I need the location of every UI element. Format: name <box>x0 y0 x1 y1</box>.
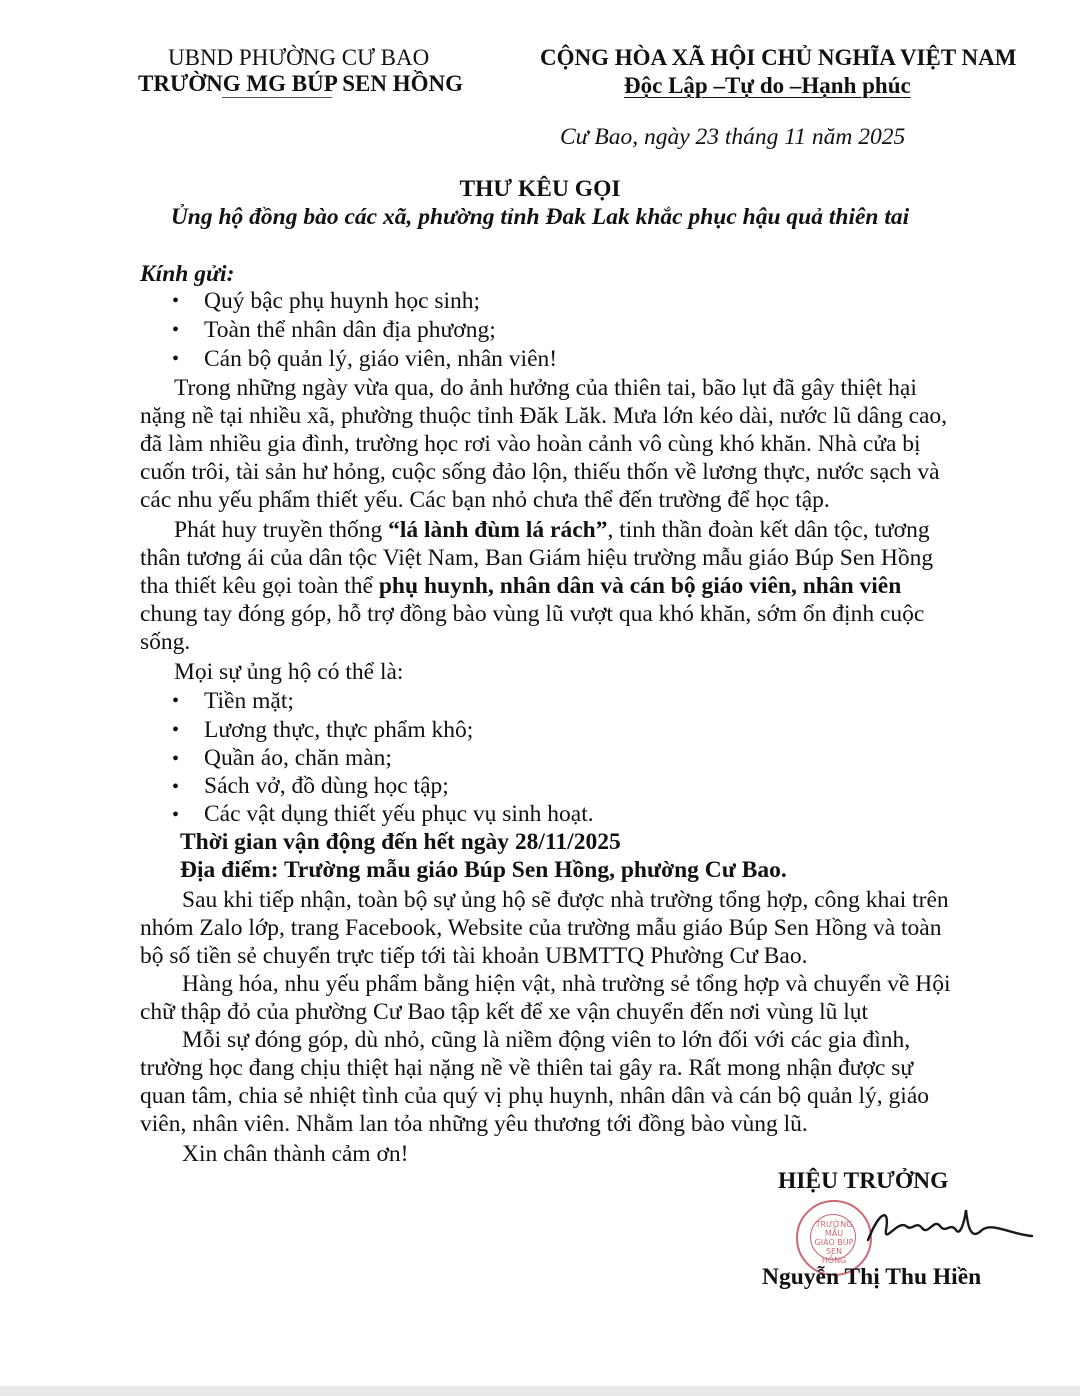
para1-line: các nhu yếu phẩm thiết yếu. Các bạn nhỏ chưa thể đến trường để học tập. <box>140 487 830 513</box>
support-item: Quần áo, chăn màn; <box>204 745 392 771</box>
bullet-icon: • <box>172 690 180 712</box>
para2-line <box>174 516 930 545</box>
header-left-authority: UBND PHƯỜNG CƯ BAO <box>168 45 430 70</box>
header-left-underline <box>222 97 332 98</box>
para5-line: Mỗi sự đóng góp, dù nhỏ, cũng là niềm động viên to lớn đối với các gia đình, <box>182 1027 911 1053</box>
bullet-icon: • <box>172 290 180 312</box>
campaign-deadline: Thời gian vận động đến hết ngày 28/11/2025 <box>180 829 621 855</box>
campaign-location: Địa điểm: Trường mẫu giáo Búp Sen Hồng, phường Cư Bao. <box>180 857 787 883</box>
support-intro: Mọi sự ủng hộ có thể là: <box>174 659 404 685</box>
para5-line: trường học đang chịu thiệt hại nặng nề về thiên tai gây ra. Rất mong nhận được sự <box>140 1055 914 1081</box>
recipient-item: Toàn thể nhân dân địa phương; <box>204 317 496 343</box>
document-title: THƯ KÊU GỌI <box>459 176 621 202</box>
header-left-school: TRƯỜNG MG BÚP SEN HỒNG <box>138 71 463 96</box>
closing-line: Xin chân thành cảm ơn! <box>182 1141 409 1167</box>
salutation: Kính gửi: <box>140 261 235 287</box>
para4-line: chữ thập đỏ của phường Cư Bao tập kết để xe vận chuyển đến nơi vùng lũ lụt <box>140 999 869 1025</box>
para3-line: Sau khi tiếp nhận, toàn bộ sự ủng hộ sẽ được nhà trường tổng hợp, công khai trên <box>182 887 949 913</box>
para2-emphasis: phụ huynh, nhân dân và cán bộ giáo viên, nhân viên <box>378 573 902 599</box>
bullet-icon: • <box>172 776 180 798</box>
date-line: Cư Bao, ngày 23 tháng 11 năm 2025 <box>560 124 906 150</box>
para5-line: quan tâm, chia sẻ nhiệt tình của quý vị phụ huynh, nhân dân và cán bộ quản lý, giáo <box>140 1083 930 1109</box>
para4-line: Hàng hóa, nhu yếu phẩm bằng hiện vật, nhà trường sẻ tổng hợp và chuyển về Hội <box>182 971 951 997</box>
support-item: Các vật dụng thiết yếu phục vụ sinh hoạt. <box>204 801 594 827</box>
signature-name: Nguyễn Thị Thu Hiền <box>762 1264 982 1290</box>
recipient-item: Quý bậc phụ huynh học sinh; <box>204 288 481 314</box>
para3-line: nhóm Zalo lớp, trang Facebook, Website của trường mẫu giáo Búp Sen Hồng và toàn <box>140 915 942 941</box>
para1-line: nặng nề tại nhiều xã, phường thuộc tỉnh Đăk Lăk. Mưa lớn kéo dài, nước lũ dâng cao, <box>140 403 948 429</box>
support-item: Sách vở, đồ dùng học tập; <box>204 773 449 799</box>
para3-line: bộ số tiền sẻ chuyển trực tiếp tới tài khoản UBMTTQ Phường Cư Bao. <box>140 943 808 969</box>
header-right-nation: CỘNG HÒA XÃ HỘI CHỦ NGHĨA VIỆT NAM <box>540 45 1017 70</box>
header-right-motto: Độc Lập –Tự do –Hạnh phúc <box>624 73 911 98</box>
recipient-item: Cán bộ quản lý, giáo viên, nhân viên! <box>204 346 558 372</box>
support-item: Tiền mặt; <box>204 688 294 714</box>
support-item: Lương thực, thực phẩm khô; <box>204 717 474 743</box>
handwritten-signature-icon <box>860 1200 1040 1260</box>
bullet-icon: • <box>172 348 180 370</box>
para2-text: tha thiết kêu gọi toàn thể <box>140 573 379 599</box>
signature-role: HIỆU TRƯỞNG <box>778 1168 949 1194</box>
bullet-icon: • <box>172 804 180 826</box>
bullet-icon: • <box>172 319 180 341</box>
bullet-icon: • <box>172 748 180 770</box>
para2-line: chung tay đóng góp, hỗ trợ đồng bào vùng lũ vượt qua khó khăn, sớm ổn định cuộc <box>140 601 925 627</box>
para2-line: thân tương ái của dân tộc Việt Nam, Ban Giám hiệu trường mẫu giáo Búp Sen Hồng <box>140 545 934 571</box>
bullet-icon: • <box>172 719 180 741</box>
para2-quote: “lá lành đùm lá rách” <box>388 517 608 543</box>
para2-text: Phát huy truyền thống <box>174 517 389 543</box>
para1-line: đã làm nhiều gia đình, trường học rơi vào hoàn cảnh vô cùng khó khăn. Nhà cửa bị <box>140 431 921 457</box>
document-subtitle: Ủng hộ đồng bào các xã, phường tỉnh Đak Lak khắc phục hậu quả thiên tai <box>170 204 910 230</box>
para5-line: viên, nhân viên. Nhằm lan tỏa những yêu thương tới đồng bào vùng lũ. <box>140 1111 808 1137</box>
para2-line: sống. <box>140 629 191 655</box>
para1-line: Trong những ngày vừa qua, do ảnh hưởng của thiên tai, bão lụt đã gây thiệt hại <box>174 375 917 401</box>
para1-line: cuốn trôi, tài sản hư hỏng, cuộc sống đảo lộn, thiếu thốn về lương thực, nước sạch và <box>140 459 940 485</box>
seal-text: TRƯỜNG MẪU GIÁO BÚP SEN HỒNG <box>814 1220 854 1265</box>
para2-text: , tinh thần đoàn kết dân tộc, tương <box>607 517 930 543</box>
page-bottom-band <box>0 1386 1080 1396</box>
para2-line <box>140 572 901 601</box>
